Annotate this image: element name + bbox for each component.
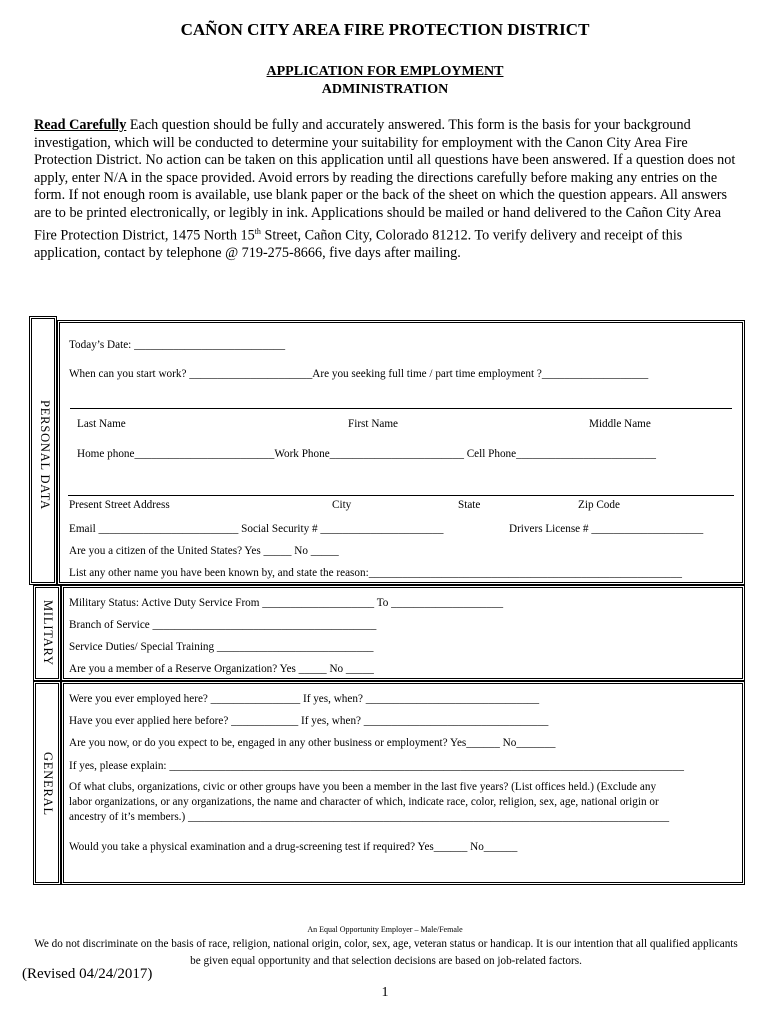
military-label: MILITARY	[41, 600, 55, 666]
instructions-lead: Read Carefully	[34, 117, 127, 133]
instructions-text-2: Street, Cañon City, Colorado 81212. To verify delivery and receipt of this application, contact by telephone @ 719-275-8666, five days after mailing.	[34, 227, 683, 261]
military-status-field[interactable]: Military Status: Active Duty Service From ____________________ To ____________________	[69, 597, 504, 609]
name-line[interactable]	[70, 408, 732, 409]
physical-exam-question[interactable]: Would you take a physical examination and a drug-screening test if required? Yes______ No______	[69, 841, 518, 853]
form-title: CAÑON CITY AREA FIRE PROTECTION DISTRICT	[180, 20, 590, 39]
citizen-question[interactable]: Are you a citizen of the United States? Yes _____ No _____	[69, 545, 339, 557]
other-name-field[interactable]: List any other name you have been known by, and state the reason:________________________________________________________	[69, 567, 682, 579]
service-duties-field[interactable]: Service Duties/ Special Training ____________________________	[69, 641, 374, 653]
organizations-field[interactable]: ancestry of it’s members.) ______________________________________________________________________________________	[69, 811, 670, 823]
explain-field[interactable]: If yes, please explain: ____________________________________________________________________________________________	[69, 760, 684, 772]
street-label: Present Street Address	[69, 499, 170, 511]
equal-opportunity-note: An Equal Opportunity Employer – Male/Female	[307, 925, 463, 934]
drivers-license-field[interactable]: Drivers License # ____________________	[509, 523, 704, 535]
instructions-superscript: th	[254, 226, 261, 236]
start-work-field[interactable]: When can you start work? ______________________Are you seeking full time / part time employment ?___________________	[69, 368, 649, 380]
first-name-label: First Name	[348, 418, 399, 430]
state-label: State	[458, 499, 481, 511]
organizations-question-line1: Of what clubs, organizations, civic or other groups have you been a member in the last five years? (List offices held.) (Exclude any	[69, 781, 657, 793]
phone-fields[interactable]: Home phone_________________________Work Phone________________________ Cell Phone_________________________	[77, 448, 656, 460]
instructions-text-1: Each question should be fully and accurately answered. This form is the basis for your background investigation, which will be conducted to determine your suitability for employment with the Canon City Area Fire Protection District. No action can be taken on this application until all questions have been answered. If a question does not apply, enter N/A in the space provided. Avoid errors by reading the directions carefully before making any entries on the form. If not enough room is available, use blank paper or the back of the sheet on which the question appears. All answers are to be printed electronically, or legibly in ink. Applications should be mailed or hand delivered to the Cañon City Area Fire Protection District, 1475 North 15	[34, 117, 736, 244]
email-ssn-fields[interactable]: Email _________________________ Social Security # ______________________	[69, 523, 444, 535]
organizations-question-line2: labor organizations, or any organizations, the name and character of which, indicate race, color, religion, sex, age, national origin or	[69, 796, 659, 808]
middle-name-label: Middle Name	[589, 418, 651, 430]
city-label: City	[332, 499, 352, 511]
last-name-label: Last Name	[77, 418, 126, 430]
general-label: GENERAL	[41, 752, 55, 816]
revision-date: (Revised 04/24/2017)	[22, 966, 153, 982]
reserve-question[interactable]: Are you a member of a Reserve Organization? Yes _____ No _____	[69, 663, 374, 675]
branch-field[interactable]: Branch of Service ________________________________________	[69, 619, 377, 631]
form-subtitle: APPLICATION FOR EMPLOYMENT	[266, 64, 504, 79]
todays-date-field[interactable]: Today’s Date: ___________________________	[69, 339, 286, 351]
applied-here-question[interactable]: Have you ever applied here before? ____________ If yes, when? _________________________________	[69, 715, 549, 727]
other-business-question[interactable]: Are you now, or do you expect to be, engaged in any other business or employment? Yes______ No_______	[69, 737, 556, 749]
form-department: ADMINISTRATION	[321, 82, 449, 97]
nondiscrimination-statement: We do not discriminate on the basis of race, religion, national origin, color, sex, age, veteran status or handicap. It is our intention that all qualified applicants be given equal opportunity and that selection decisions are based on job-related factors.	[34, 938, 738, 967]
employed-here-question[interactable]: Were you ever employed here? ________________ If yes, when? _______________________________	[69, 693, 540, 705]
address-line[interactable]	[68, 495, 734, 496]
instructions-paragraph	[34, 117, 739, 262]
page-number: 1	[381, 985, 389, 1000]
personal-data-label: PERSONAL DATA	[38, 400, 52, 510]
zip-label: Zip Code	[578, 499, 620, 511]
